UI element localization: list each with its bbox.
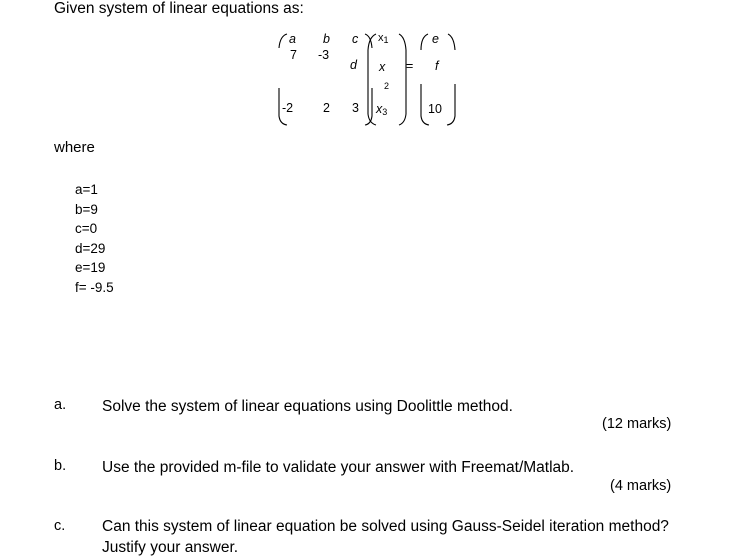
question-b-marks: (4 marks) — [610, 478, 672, 494]
value-a: a=1 — [75, 182, 98, 197]
unknown-x3: $x_3$ — [376, 102, 388, 117]
rhs-right-bracket — [447, 34, 455, 125]
intro-text: Given system of linear equations as: — [54, 0, 304, 17]
coef-c: c — [352, 32, 359, 46]
rhs-10: 10 — [428, 102, 442, 116]
question-a-text: Solve the system of linear equations using Doolittle method. — [102, 398, 513, 415]
coef-neg3: -3 — [318, 48, 330, 62]
coef-neg2: -2 — [282, 101, 294, 115]
question-b-text: Use the provided m-file to validate your answer with Freemat/Matlab. — [102, 459, 575, 476]
equals-sign: = — [406, 59, 414, 73]
variable-values — [75, 180, 114, 298]
rhs-f: f — [435, 59, 439, 73]
rhs-e: e — [432, 32, 439, 46]
value-e: e=19 — [75, 260, 106, 276]
value-d: d=29 — [75, 240, 106, 256]
value-c: c=0 — [75, 221, 98, 237]
coef-7: 7 — [290, 48, 297, 62]
value-f: f= -9.5 — [75, 279, 114, 295]
question-c-letter: c. — [54, 518, 66, 534]
coef-b: b — [323, 32, 330, 46]
unknown-right-bracket — [399, 34, 406, 125]
coef-2: 2 — [323, 101, 330, 115]
value-b: b=9 — [75, 201, 98, 217]
question-c-line2: Justify your answer. — [102, 539, 239, 556]
unknown-x1: $x_1$ — [378, 32, 389, 45]
question-a-letter: a. — [54, 397, 67, 413]
coef-d: d — [350, 58, 357, 72]
matrix-equation — [265, 22, 470, 126]
question-b-letter: b. — [54, 458, 67, 474]
question-c-text — [102, 516, 669, 558]
where-label: where — [54, 139, 95, 156]
unknown-x2-index: 2 — [384, 81, 390, 91]
unknown-x2: x — [379, 60, 386, 74]
question-c-line1: Can this system of linear equation be solved using Gauss-Seidel iteration method? — [102, 518, 669, 535]
coef-3: 3 — [352, 101, 359, 115]
coef-a: a — [289, 32, 296, 46]
question-a-marks: (12 marks) — [602, 416, 672, 432]
